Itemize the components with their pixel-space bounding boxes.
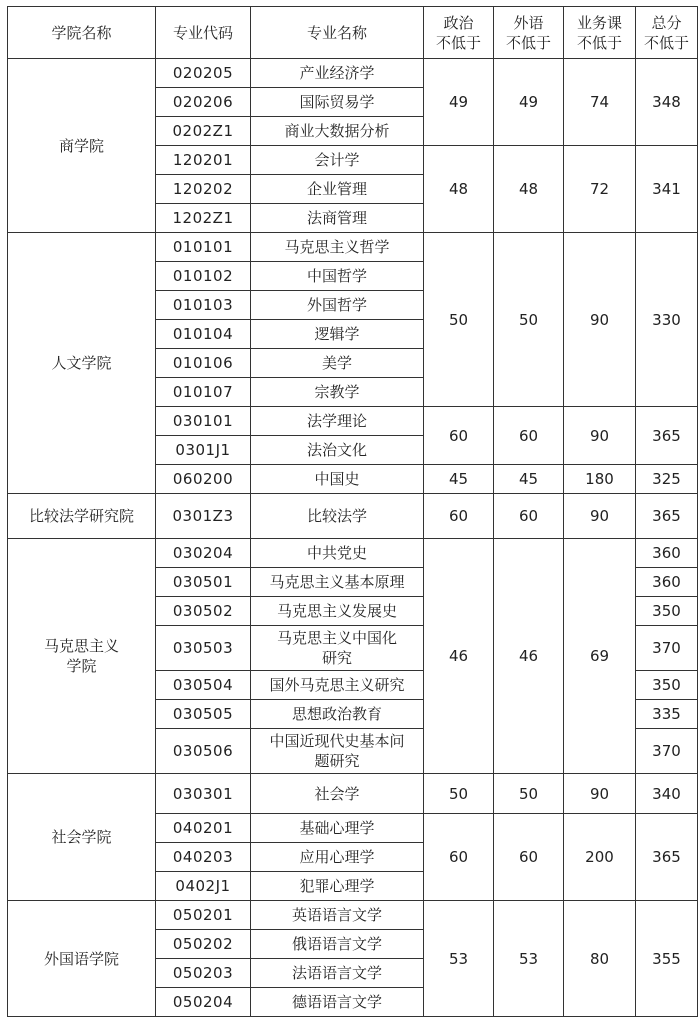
- major-code: 0402J1: [156, 872, 251, 901]
- total-score: 365: [636, 494, 698, 539]
- major-code: 030301: [156, 774, 251, 814]
- major-name: 商业大数据分析: [251, 117, 424, 146]
- foreign-score: 49: [494, 59, 564, 146]
- total-score: 365: [636, 814, 698, 901]
- major-name: 马克思主义哲学: [251, 233, 424, 262]
- major-code: 030501: [156, 568, 251, 597]
- major-code: 020205: [156, 59, 251, 88]
- major-name: 国外马克思主义研究: [251, 671, 424, 700]
- major-name: 中国近现代史基本问 题研究: [251, 729, 424, 774]
- college-humanities: 人文学院: [8, 233, 156, 494]
- major-code: 050201: [156, 901, 251, 930]
- major-name: 美学: [251, 349, 424, 378]
- foreign-score: 60: [494, 814, 564, 901]
- politics-score: 60: [424, 407, 494, 465]
- major-name: 社会学: [251, 774, 424, 814]
- major-code: 0202Z1: [156, 117, 251, 146]
- major-code: 030502: [156, 597, 251, 626]
- major-code: 0301J1: [156, 436, 251, 465]
- major-name: 思想政治教育: [251, 700, 424, 729]
- major-name: 基础心理学: [251, 814, 424, 843]
- total-score: 325: [636, 465, 698, 494]
- politics-score: 46: [424, 539, 494, 774]
- header-college: 学院名称: [8, 7, 156, 59]
- foreign-score: 45: [494, 465, 564, 494]
- major-name: 会计学: [251, 146, 424, 175]
- table-row: [8, 233, 698, 262]
- total-score: 370: [636, 626, 698, 671]
- header-row: [8, 7, 698, 59]
- total-score: 348: [636, 59, 698, 146]
- major-name: 中国史: [251, 465, 424, 494]
- professional-score: 90: [564, 407, 636, 465]
- header-code: 专业代码: [156, 7, 251, 59]
- politics-score: 60: [424, 814, 494, 901]
- professional-score: 80: [564, 901, 636, 1017]
- major-code: 030503: [156, 626, 251, 671]
- major-code: 120201: [156, 146, 251, 175]
- total-score: 360: [636, 539, 698, 568]
- table-row: [8, 494, 698, 539]
- major-name: 马克思主义发展史: [251, 597, 424, 626]
- major-name: 应用心理学: [251, 843, 424, 872]
- table-row: [8, 901, 698, 930]
- major-code: 030204: [156, 539, 251, 568]
- total-score: 335: [636, 700, 698, 729]
- major-code: 010106: [156, 349, 251, 378]
- major-code: 050202: [156, 930, 251, 959]
- politics-score: 49: [424, 59, 494, 146]
- professional-score: 90: [564, 494, 636, 539]
- header-total: 总分 不低于: [636, 7, 698, 59]
- total-score: 355: [636, 901, 698, 1017]
- professional-score: 180: [564, 465, 636, 494]
- major-code: 010101: [156, 233, 251, 262]
- total-score: 341: [636, 146, 698, 233]
- header-politics: 政治 不低于: [424, 7, 494, 59]
- major-code: 060200: [156, 465, 251, 494]
- header-foreign: 外语 不低于: [494, 7, 564, 59]
- major-code: 0301Z3: [156, 494, 251, 539]
- major-name: 国际贸易学: [251, 88, 424, 117]
- foreign-score: 60: [494, 494, 564, 539]
- politics-score: 45: [424, 465, 494, 494]
- college-foreign-languages: 外国语学院: [8, 901, 156, 1017]
- table-row: [8, 59, 698, 88]
- foreign-score: 48: [494, 146, 564, 233]
- major-name: 企业管理: [251, 175, 424, 204]
- foreign-score: 60: [494, 407, 564, 465]
- major-code: 1202Z1: [156, 204, 251, 233]
- major-name: 德语语言文学: [251, 988, 424, 1017]
- politics-score: 53: [424, 901, 494, 1017]
- total-score: 360: [636, 568, 698, 597]
- major-code: 010102: [156, 262, 251, 291]
- foreign-score: 46: [494, 539, 564, 774]
- professional-score: 90: [564, 774, 636, 814]
- major-name: 中共党史: [251, 539, 424, 568]
- major-name: 马克思主义基本原理: [251, 568, 424, 597]
- major-code: 030506: [156, 729, 251, 774]
- major-name: 逻辑学: [251, 320, 424, 349]
- table-row: [8, 539, 698, 568]
- major-name: 马克思主义中国化 研究: [251, 626, 424, 671]
- major-name: 法语语言文学: [251, 959, 424, 988]
- professional-score: 74: [564, 59, 636, 146]
- major-code: 030101: [156, 407, 251, 436]
- major-name: 外国哲学: [251, 291, 424, 320]
- table-row: [8, 774, 698, 814]
- header-major: 专业名称: [251, 7, 424, 59]
- score-table: [7, 6, 698, 1017]
- major-code: 050203: [156, 959, 251, 988]
- total-score: 340: [636, 774, 698, 814]
- major-code: 020206: [156, 88, 251, 117]
- foreign-score: 50: [494, 774, 564, 814]
- major-code: 030505: [156, 700, 251, 729]
- total-score: 350: [636, 671, 698, 700]
- major-name: 中国哲学: [251, 262, 424, 291]
- total-score: 350: [636, 597, 698, 626]
- major-code: 050204: [156, 988, 251, 1017]
- major-name: 宗教学: [251, 378, 424, 407]
- college-sociology: 社会学院: [8, 774, 156, 901]
- professional-score: 90: [564, 233, 636, 407]
- total-score: 365: [636, 407, 698, 465]
- major-name: 法治文化: [251, 436, 424, 465]
- total-score: 330: [636, 233, 698, 407]
- college-marxism: 马克思主义 学院: [8, 539, 156, 774]
- major-code: 030504: [156, 671, 251, 700]
- major-code: 010107: [156, 378, 251, 407]
- major-code: 120202: [156, 175, 251, 204]
- foreign-score: 53: [494, 901, 564, 1017]
- politics-score: 60: [424, 494, 494, 539]
- major-code: 040203: [156, 843, 251, 872]
- total-score: 370: [636, 729, 698, 774]
- major-code: 010103: [156, 291, 251, 320]
- major-name: 英语语言文学: [251, 901, 424, 930]
- major-name: 比较法学: [251, 494, 424, 539]
- major-name: 法学理论: [251, 407, 424, 436]
- header-professional: 业务课 不低于: [564, 7, 636, 59]
- major-code: 040201: [156, 814, 251, 843]
- professional-score: 200: [564, 814, 636, 901]
- major-name: 产业经济学: [251, 59, 424, 88]
- politics-score: 50: [424, 233, 494, 407]
- professional-score: 69: [564, 539, 636, 774]
- college-comparative-law: 比较法学研究院: [8, 494, 156, 539]
- politics-score: 50: [424, 774, 494, 814]
- politics-score: 48: [424, 146, 494, 233]
- foreign-score: 50: [494, 233, 564, 407]
- major-name: 法商管理: [251, 204, 424, 233]
- professional-score: 72: [564, 146, 636, 233]
- college-business: 商学院: [8, 59, 156, 233]
- major-name: 犯罪心理学: [251, 872, 424, 901]
- major-name: 俄语语言文学: [251, 930, 424, 959]
- major-code: 010104: [156, 320, 251, 349]
